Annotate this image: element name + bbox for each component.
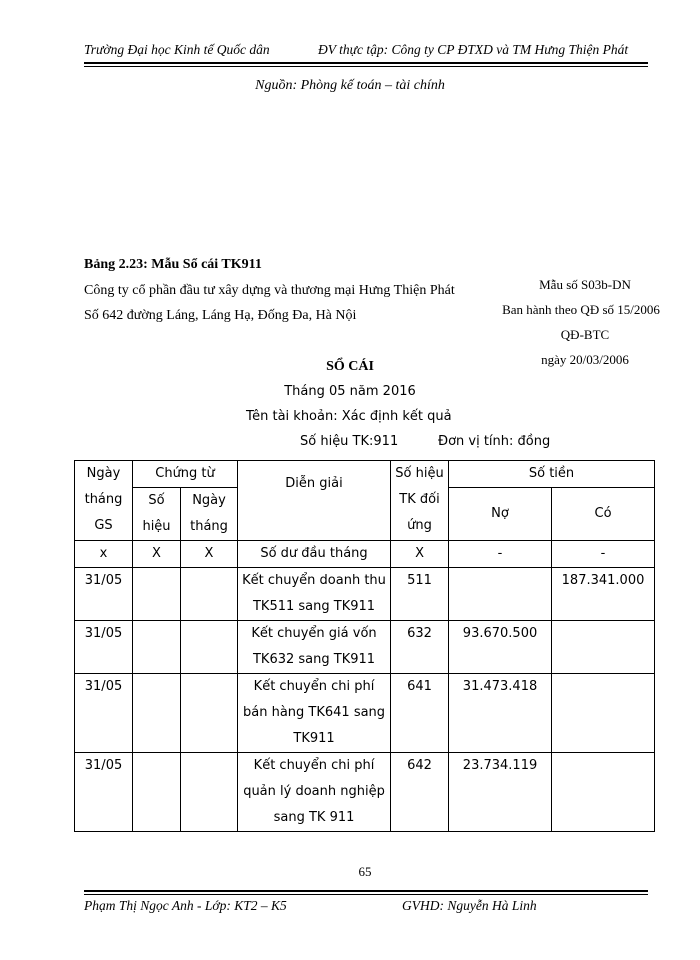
form-code: Mẫu số S03b-DN [539, 277, 631, 292]
col-voucher-header: Chứng từ [133, 461, 238, 488]
source-note: Nguồn: Phòng kế toán – tài chính [255, 78, 445, 93]
row-description-line: Số dư đầu tháng [260, 546, 368, 561]
form-date: ngày 20/03/2006 [541, 352, 629, 367]
row-description-line: quản lý doanh nghiệp [243, 784, 385, 799]
header-school: Trường Đại học Kinh tế Quốc dân [84, 42, 270, 57]
row-description-line: bán hàng TK641 sang [242, 705, 386, 720]
row-description [238, 753, 391, 832]
row-description-line: Kết chuyển giá vốn [251, 626, 377, 641]
form-info [500, 272, 670, 372]
row-counter-account: 642 [391, 753, 449, 832]
col-voucher-no-line2: hiệu [142, 519, 171, 534]
ledger-table [74, 460, 655, 832]
row-voucher-no [133, 568, 181, 621]
col-voucher-date-line2: tháng [190, 519, 228, 534]
col-counter-line3: ứng [407, 518, 432, 533]
row-description-line: Kết chuyển doanh thu [242, 573, 386, 588]
row-voucher-date [181, 568, 238, 621]
row-description-line: TK511 sang TK911 [252, 599, 376, 614]
col-description-header: Diễn giải [238, 461, 391, 541]
row-description [238, 621, 391, 674]
table-caption: Bảng 2.23: Mẫu Sổ cái TK911 [84, 257, 262, 272]
footer-rule [84, 890, 648, 892]
col-counter-line1: Số hiệu [395, 466, 444, 481]
ledger-period: Tháng 05 năm 2016 [284, 384, 416, 399]
row-description-line: TK632 sang TK911 [252, 652, 376, 667]
header-rule [84, 62, 648, 64]
row-debit: - [449, 541, 552, 568]
row-credit [552, 753, 655, 832]
company-name: Công ty cổ phần đầu tư xây dựng và thương mại Hưng Thiện Phát [84, 283, 455, 298]
row-date: 31/05 [75, 621, 133, 674]
row-voucher-no [133, 753, 181, 832]
col-voucher-date-line1: Ngày [192, 493, 226, 508]
row-counter-account: 511 [391, 568, 449, 621]
row-date: 31/05 [75, 753, 133, 832]
row-date: 31/05 [75, 568, 133, 621]
row-voucher-date [181, 621, 238, 674]
row-credit [552, 621, 655, 674]
form-issued: Ban hành theo QĐ số 15/2006 [502, 302, 660, 317]
table-row [75, 568, 655, 621]
row-description-line: sang TK 911 [273, 810, 355, 825]
row-voucher-date: X [181, 541, 238, 568]
row-debit: 93.670.500 [449, 621, 552, 674]
unit-of-measure: Đơn vị tính: đồng [438, 434, 551, 449]
col-date-line2: tháng [84, 492, 123, 507]
ledger-title: SỔ CÁI [326, 359, 374, 374]
col-voucher-date-header [181, 488, 238, 541]
col-date-header [75, 461, 133, 541]
form-decision: QĐ-BTC [560, 327, 610, 342]
row-voucher-no: X [133, 541, 181, 568]
row-voucher-no [133, 674, 181, 753]
row-voucher-date [181, 674, 238, 753]
footer-student: Phạm Thị Ngọc Anh - Lớp: KT2 – K5 [84, 898, 287, 913]
table-row [75, 753, 655, 832]
row-voucher-date [181, 753, 238, 832]
row-voucher-no [133, 621, 181, 674]
footer-supervisor: GVHD: Nguyễn Hà Linh [402, 898, 537, 913]
header-internship-unit: ĐV thực tập: Công ty CP ĐTXD và TM Hưng Thiện Phát [318, 42, 629, 57]
row-counter-account: 632 [391, 621, 449, 674]
footer-rule-thin [84, 894, 648, 895]
row-description [238, 568, 391, 621]
row-credit: - [552, 541, 655, 568]
col-counter-account-header [391, 461, 449, 541]
row-counter-account: X [391, 541, 449, 568]
col-amount-header: Số tiền [449, 461, 655, 488]
col-voucher-no-header [133, 488, 181, 541]
row-credit: 187.341.000 [552, 568, 655, 621]
company-address: Số 642 đường Láng, Láng Hạ, Đống Đa, Hà Nội [84, 308, 357, 323]
row-debit: 23.734.119 [449, 753, 552, 832]
page-number: 65 [358, 864, 372, 879]
col-counter-line2: TK đối [399, 492, 440, 507]
row-date: x [75, 541, 133, 568]
row-debit: 31.473.418 [449, 674, 552, 753]
col-date-line3: GS [94, 518, 113, 533]
row-description [238, 674, 391, 753]
account-number: Số hiệu TK:911 [300, 434, 399, 449]
row-description-line: Kết chuyển chi phí [253, 679, 375, 694]
table-row [75, 621, 655, 674]
row-debit [449, 568, 552, 621]
col-debit-header: Nợ [449, 488, 552, 541]
table-row [75, 674, 655, 753]
header-row-1 [75, 461, 655, 488]
col-credit-header: Có [552, 488, 655, 541]
row-counter-account: 641 [391, 674, 449, 753]
row-description-line: TK911 [293, 731, 335, 746]
row-description [238, 541, 391, 568]
header-rule-thin [84, 66, 648, 67]
col-date-line1: Ngày [86, 466, 121, 481]
row-date: 31/05 [75, 674, 133, 753]
row-credit [552, 674, 655, 753]
row-description-line: Kết chuyển chi phí [253, 758, 375, 773]
table-row [75, 541, 655, 568]
col-voucher-no-line1: Số [148, 493, 165, 508]
account-name: Tên tài khoản: Xác định kết quả [246, 409, 452, 424]
